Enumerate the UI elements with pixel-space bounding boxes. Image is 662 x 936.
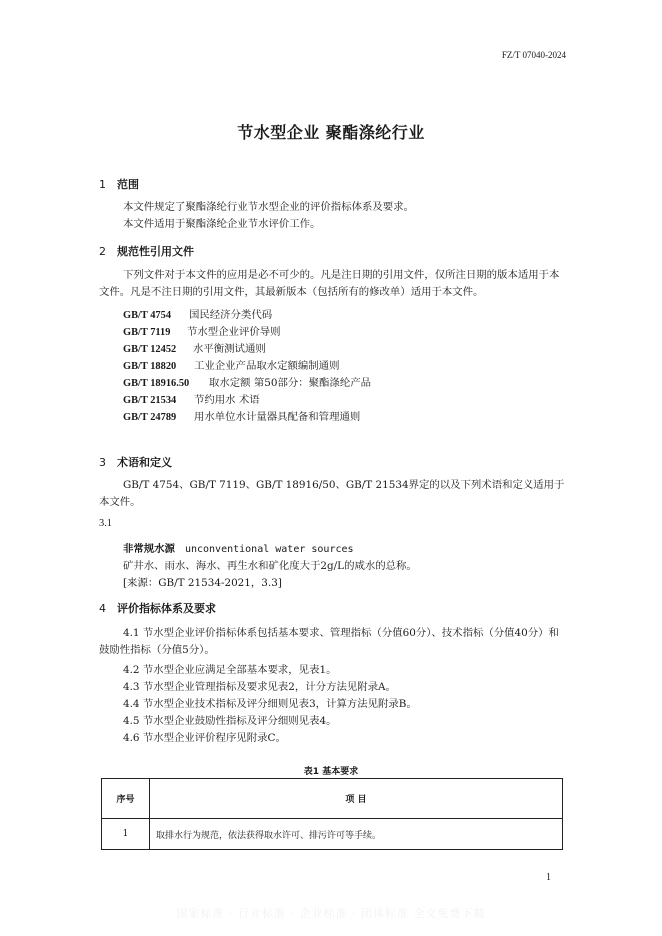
reference-item (123, 306, 272, 321)
clause-item: 4.6 节水型企业评价程序见附录C。 (123, 732, 286, 744)
clause-item: 4.4 节水型企业技术指标及评分细则见表3，计算方法见附录B。 (123, 698, 417, 710)
table-cell-item: 取排水行为规范，依法获得取水许可、排污许可等手续。 (150, 819, 563, 850)
section-3-heading (99, 454, 172, 470)
reference-name: 节约用水 术语 (194, 394, 260, 406)
section-title: 规范性引用文件 (117, 245, 194, 258)
paragraph: 本文件适用于聚酯涤纶企业节水评价工作。 (123, 218, 321, 230)
section-number: 1 (99, 178, 106, 191)
reference-item (123, 408, 360, 423)
section-2-heading (99, 243, 194, 259)
section-number: 2 (99, 245, 106, 258)
standard-number: FZ/T 07040-2024 (501, 50, 566, 60)
reference-name: 工业企业产品取水定额编制通则 (194, 360, 340, 372)
term-chinese: 非常规水源 (123, 543, 175, 555)
section-4-heading (99, 600, 216, 616)
paragraph: GB/T 4754、GB/T 7119、GB/T 18916/50、GB/T 21534界定的以及下列术语和定义适用于本文件。 (99, 479, 565, 508)
section-title: 术语和定义 (117, 456, 172, 469)
reference-name: 水平衡测试通则 (193, 343, 266, 355)
reference-code: GB/T 7119 (123, 327, 171, 338)
reference-item (123, 374, 371, 389)
document-title: 节水型企业 聚酯涤纶行业 (237, 123, 425, 142)
term-english: unconventional water sources (184, 544, 354, 555)
page-number: 1 (546, 872, 551, 883)
reference-name: 取水定额 第50部分：聚酯涤纶产品 (209, 377, 371, 389)
reference-code: GB/T 18820 (123, 361, 177, 372)
watermark-text: 国家标准 · 行业标准 · 企业标准 · 团体标准 全文免费下载 (176, 907, 486, 920)
section-number: 3 (99, 456, 106, 469)
clause-item: 4.3 节水型企业管理指标及要求见表2，计分方法见附录A。 (123, 681, 396, 693)
table-header-row (102, 779, 563, 819)
reference-name: 用水单位水计量器具配备和管理通则 (194, 411, 361, 423)
term-definition: 矿井水、雨水、海水、再生水和矿化度大于2g/L的咸水的总称。 (123, 560, 417, 572)
table-caption: 表1 基本要求 (303, 767, 359, 777)
paragraph: 本文件规定了聚酯涤纶行业节水型企业的评价指标体系及要求。 (123, 201, 414, 213)
column-header-item: 项 目 (150, 779, 563, 819)
section-1-heading (99, 176, 139, 192)
reference-item (123, 357, 339, 372)
term-source: [来源：GB/T 21534-2021，3.3] (123, 577, 282, 589)
section-title: 评价指标体系及要求 (117, 602, 216, 615)
clause-item: 4.5 节水型企业鼓励性指标及评分细则见表4。 (123, 715, 337, 727)
section-title: 范围 (117, 178, 139, 191)
reference-code: GB/T 21534 (123, 395, 177, 406)
section-number: 4 (99, 602, 106, 615)
reference-item (123, 340, 266, 355)
reference-name: 国民经济分类代码 (189, 309, 273, 321)
reference-item (123, 323, 281, 338)
reference-code: GB/T 18916.50 (123, 378, 190, 389)
reference-code: GB/T 4754 (123, 310, 172, 321)
term-entry (123, 540, 354, 555)
reference-item (123, 391, 260, 406)
clause-item: 4.2 节水型企业应满足全部基本要求，见表1。 (123, 664, 337, 676)
basic-requirements-table (101, 778, 563, 850)
table-row (102, 819, 563, 850)
reference-name: 节水型企业评价导则 (187, 326, 281, 338)
reference-code: GB/T 12452 (123, 344, 177, 355)
clause-item: 4.1 节水型企业评价指标体系包括基本要求、管理指标（分值60分）、技术指标（分值40分）和鼓励性指标（分值5分）。 (99, 627, 559, 656)
term-number: 3.1 (99, 518, 112, 529)
paragraph: 下列文件对于本文件的应用是必不可少的。凡是注日期的引用文件，仅所注日期的版本适用于本文件。凡是不注日期的引用文件，其最新版本（包括所有的修改单）适用于本文件。 (99, 269, 560, 298)
table-cell-number: 1 (102, 819, 150, 850)
reference-code: GB/T 24789 (123, 412, 177, 423)
column-header-number: 序号 (102, 779, 150, 819)
